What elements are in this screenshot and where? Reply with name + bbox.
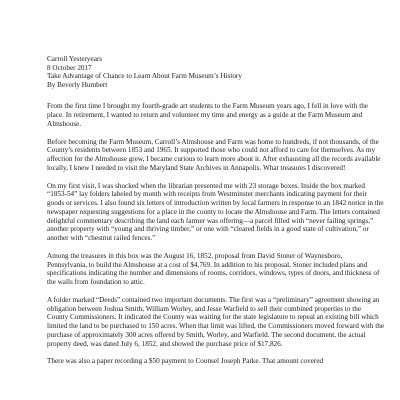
paragraph: Among the treasures in this box was the August 16, 1852, proposal from David Stoner of Waynesboro, Pennsylvania, to build the Almshouse at a cost of $4,769. In addition to his proposal, Stoner included plans and specifications indicating the number and dimensions of rooms, corridors, windows, types of doors, and thickness of the walls from foundation to attic. <box>47 251 380 287</box>
article-date: 8 October 2017 <box>47 63 92 72</box>
paragraph: Before becoming the Farm Museum, Carroll’s Almshouse and Farm was home to hundreds, if not thousands, of the County’s residents between 1853 and 1965. It supported those who could not afford to care for themselves. As my affection for the Almshouse grew, I became curious to learn more about it. After exhausting all the records available locally, I knew I needed to visit the Maryland State Archives in Annapolis. What treasures I discovered! <box>47 137 381 172</box>
article-header <box>47 55 384 89</box>
paragraph: There was also a paper recording a $50 payment to Counsel Joseph Parke. That amount covered <box>47 357 324 366</box>
paragraph: On my first visit, I was shocked when the librarian presented me with 23 storage boxes. Inside the box marked “1853-54” lay folders labeled by month with receipts from Westminster merchants indicating payment for their goods or services. I also found six letters of introduction written by local farmers in response to an 1842 notice in the newspaper requesting suggestions for a place in the county to locate the Almshouse and Farm. The letters contained delightful commentary describing the land each farmer was offering—a parcel filled with “never failing springs,” another property with “young and thriving timber,” or one with “cleared fields in a good state of cultivation,” or another with “chestnut railed fences.” <box>47 181 384 243</box>
article-byline: By Beverly Humbert <box>47 80 108 89</box>
paragraph: A folder marked “Deeds” contained two important documents. The first was a “preliminary” agreement showing an obligation between Joshua Smith, William Worley, and Jesse Warfield to sell their combined properties to the County Commissioners. It indicated the County was waiting for the state legislature to repeal an existing bill which limited the land to be purchased to 150 acres. When that limit was lifted, the Commissioners moved forward with the purchase of approximately 300 acres offered by Smith, Worley, and Warfield. The second document, the actual property deed, was dated July 6, 1852, and showed the purchase price of $17,826. <box>47 295 385 348</box>
paragraph: From the first time I brought my fourth-grade art students to the Farm Museum years ago, I fell in love with the place. In retirement, I wanted to return and volunteer my time and energy as a guide at the Farm Museum and Almshouse. <box>47 102 368 128</box>
column-name: Carroll Yesteryears <box>47 55 103 63</box>
article-title: Take Advantage of Chance to Learn About Farm Museum’s History <box>47 72 242 81</box>
article-body <box>47 102 384 366</box>
